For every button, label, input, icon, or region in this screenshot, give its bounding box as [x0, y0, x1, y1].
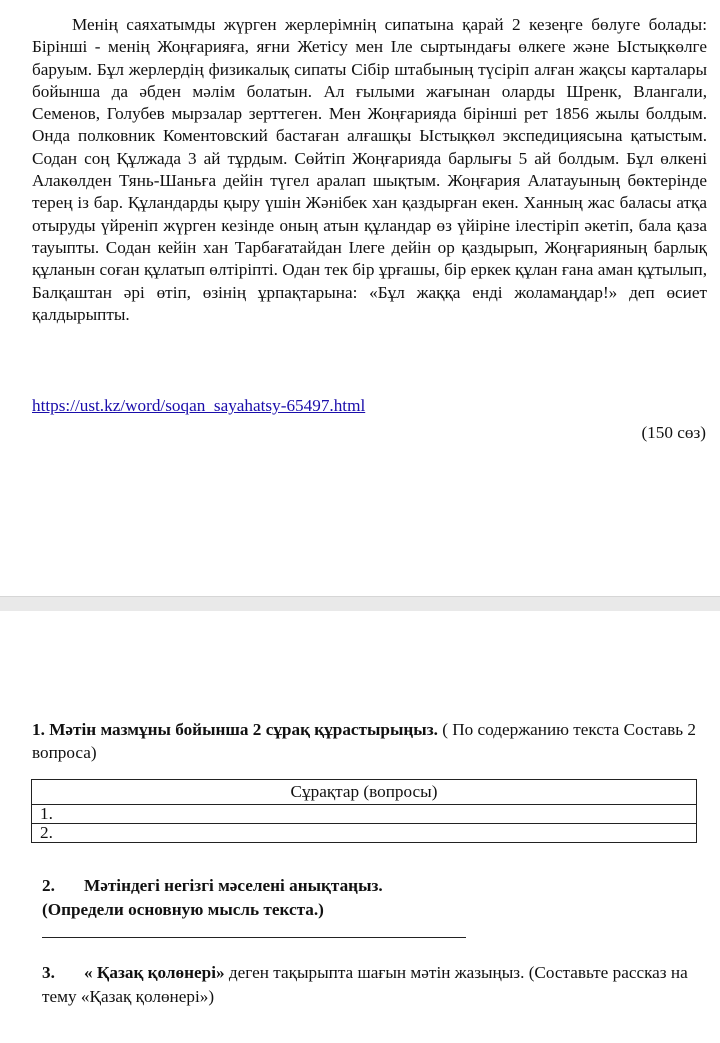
source-link[interactable]: https://ust.kz/word/soqan_sayahatsy-65497.html [32, 396, 366, 415]
question-2-cell[interactable]: 2. [32, 824, 697, 843]
page-separator [0, 596, 720, 612]
task-3 [42, 961, 704, 1009]
task-3-topic: « Қазақ қолөнері» [84, 963, 225, 982]
task-2-number: 2. [42, 876, 55, 895]
task-2-title: Мәтіндегі негізгі мәселені анықтаңыз. [84, 876, 383, 895]
question-1-cell[interactable]: 1. [32, 805, 697, 824]
task-2-translation: (Определи основную мысль текста.) [42, 900, 324, 919]
passage-text: Менің саяхатымды жүрген жерлерімнің сипатына қарай 2 кезеңге бөлуге болады: Бірінші - менің Жоңғарияға, яғни Жетісу мен Іле сыртындағы өлкеге және Ыстықкөлге баруым. Бұл жерлердің физикалық сипаты Сібір штабының түсіріп алған жақсы карталары бойынша да әбден мәлім болатын. Ал ғылыми жағынан оларды Шренк, Влангали, Семенов, Голубев мырзалар зерттеген. Мен Жоңғарияда бірінші рет 1856 жылы болдым. Онда полковник Коментовский бастаған алғашқы Ыстықкөл экспедициясына қатыстым. Содан соң Құлжада 3 ай тұрдым. Сөйтіп Жоңғарияда барлығы 5 ай болдым. Бұл өлкені Алакөлден Тянь-Шаньға дейін түгел аралап шықтым. Жоңғария Алатауының бөктерінде терең із бар. Құландарды қыру үшін Жәнібек хан қаздырған екен. Ханның жас баласы атқа отыруды үйреніп жүрген кезінде оның атын құландар өз үйіріне ілестіріп әкетіп, бала қаза тауыпты. Содан кейін хан Тарбағатайдан Ілеге дейін ор қаздырып, Жоңғарияның барлық құланын соған құлатып өлтіріпті. Одан тек бір ұрғашы, бір еркек құлан ғана аман құтылып, Балқаштан әрі өтіп, өзінің ұрпақтарына: «Бұл жаққа енді жоламаңдар!» деп өсиет қалдырыпты. [32, 15, 707, 324]
questions-table [31, 779, 697, 843]
task-2 [42, 874, 383, 922]
task-1 [32, 718, 702, 764]
task-2-line-1 [42, 874, 383, 898]
task-3-instruction: деген тақырыпта шағын мәтін жазыңыз. (Составьте рассказ на тему «Қазақ қолөнері») [42, 963, 688, 1006]
task-3-number: 3. [42, 963, 55, 982]
word-count: (150 сөз) [641, 423, 706, 442]
questions-table-header: Сұрақтар (вопросы) [32, 780, 697, 805]
table-row [32, 824, 697, 843]
task-1-title: 1. Мәтін мазмұны бойынша 2 сұрақ құрастырыңыз. [32, 720, 438, 739]
table-row [32, 805, 697, 824]
questions-table-header-row [32, 780, 697, 805]
answer-line[interactable] [42, 937, 466, 938]
task-1-translation: ( По содержанию текста Составь 2 вопроса) [32, 720, 696, 762]
